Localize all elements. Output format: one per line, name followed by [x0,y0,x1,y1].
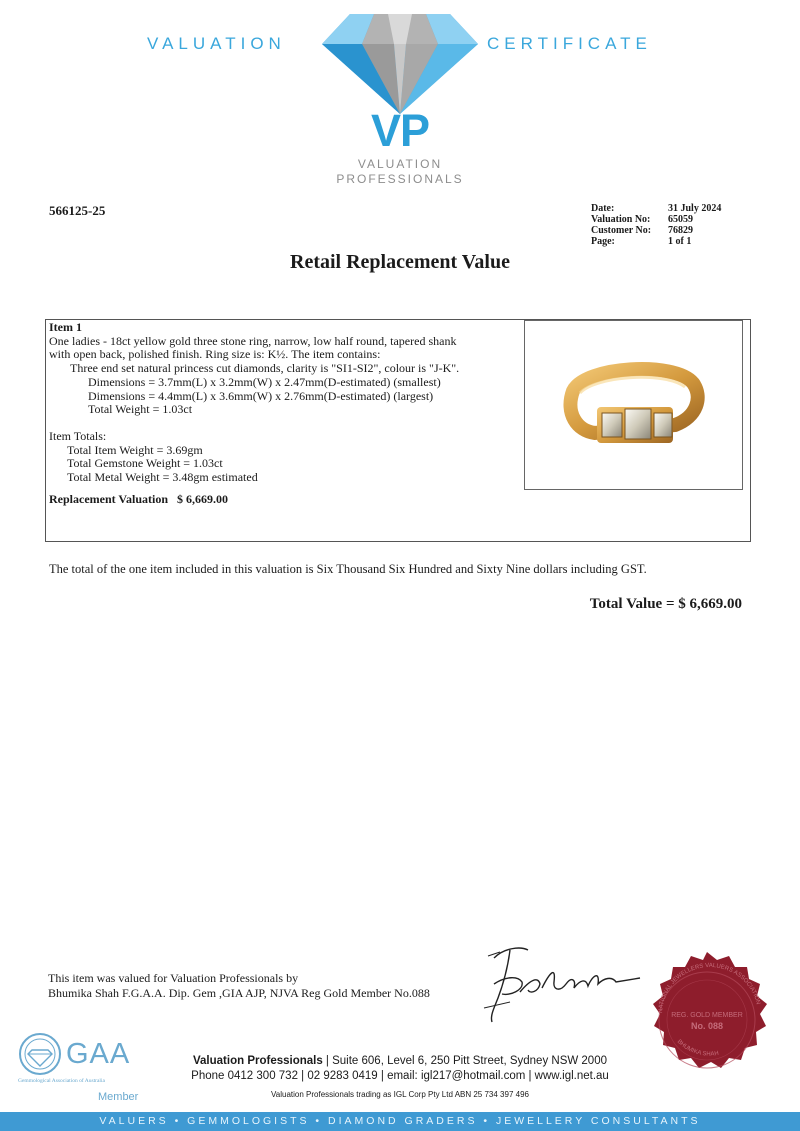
item-totals-heading: Item Totals: [49,428,107,443]
meta-value: 65059 [668,214,693,225]
footer-address-line [0,1054,800,1069]
footer-address-text: | Suite 606, Level 6, 250 Pitt Street, Sydney NSW 2000 [322,1055,607,1067]
logo-sub-professionals: PROFESSIONALS [336,172,464,186]
item-totals-line: Total Metal Weight = 3.48gm estimated [67,470,258,485]
valued-by-line: Bhumika Shah F.G.A.A. Dip. Gem ,GIA AJP, NJVA Reg Gold Member No.088 [48,986,430,1000]
meta-row-valuation-no [591,214,721,225]
item-total-weight: Total Weight = 1.03ct [88,402,193,417]
item-details [49,321,519,506]
reference-number: 566125-25 [49,203,106,218]
item-totals-line: Total Item Weight = 3.69gm [67,442,203,457]
document-title: Retail Replacement Value [290,251,510,273]
meta-label: Date: [591,203,615,214]
item-heading: Item 1 [49,320,82,334]
seal-top-text: NATIONAL JEWELLERS VALUERS ASSOCIATION [658,962,761,1014]
meta-label: Page: [591,236,615,247]
seal-bottom-text: BHUMIKA SHAH [675,1038,720,1058]
meta-label: Valuation No: [591,214,651,225]
seal-number-text: No. 088 [690,1021,724,1031]
gaa-member: Member [98,1091,139,1103]
meta-block [591,203,721,247]
meta-value: 1 of 1 [668,236,692,247]
meta-value: 76829 [668,225,693,236]
signature-image [480,936,650,1026]
meta-value: 31 July 2024 [668,203,722,214]
meta-row-date [591,203,721,214]
footer-company: Valuation Professionals [193,1055,323,1067]
replacement-valuation-amount: $ 6,669.00 [177,491,229,506]
logo-vp-text: VP [370,105,430,156]
replacement-valuation [49,493,519,507]
valued-by [48,971,430,1001]
ring-photo [524,320,743,490]
item-stones-line: Three end set natural princess cut diamonds, clarity is "SI1-SI2", colour is "J-K". [70,361,460,376]
logo-sub-valuation: VALUATION [357,157,443,171]
gaa-sub: Gemmological Association of Australia [18,1078,105,1084]
total-text: The total of the one item included in this valuation is Six Thousand Six Hundred and Sixty Nine dollars including GST. [49,562,647,576]
item-dimension-line: Dimensions = 4.4mm(L) x 3.6mm(W) x 2.76mm(D-estimated) (largest) [88,388,434,403]
footer-address [0,1054,800,1084]
item-description-line: One ladies - 18ct yellow gold three stone ring, narrow, low half round, tapered shank [49,333,457,348]
valued-by-line: This item was valued for Valuation Professionals by [48,971,299,985]
item-totals-line: Total Gemstone Weight = 1.03ct [67,456,223,471]
header-valuation-word: VALUATION [147,34,286,53]
seal-middle-text: REG. GOLD MEMBER [671,1012,743,1019]
gaa-word: GAA [66,1037,131,1070]
footer-band: VALUERS • GEMMOLOGISTS • DIAMOND GRADERS • JEWELLERY CONSULTANTS [0,1112,800,1131]
footer-trading: Valuation Professionals trading as IGL Corp Pty Ltd ABN 25 734 397 496 [271,1090,529,1099]
meta-label: Customer No: [591,225,652,236]
total-value: Total Value = $ 6,669.00 [589,596,742,612]
ring-icon [525,321,742,489]
item-description-line: with open back, polished finish. Ring size is: K½. The item contains: [49,347,381,362]
header-certificate-word: CERTIFICATE [487,34,652,53]
footer-contact: Phone 0412 300 732 | 02 9283 0419 | email: igl217@hotmail.com | www.igl.net.au [191,1070,609,1082]
replacement-valuation-label: Replacement Valuation [49,491,169,506]
meta-row-page [591,236,721,247]
diamond-logo-icon [322,14,478,114]
meta-row-customer-no [591,225,721,236]
item-dimension-line: Dimensions = 3.7mm(L) x 3.2mm(W) x 2.47mm(D-estimated) (smallest) [88,374,441,389]
